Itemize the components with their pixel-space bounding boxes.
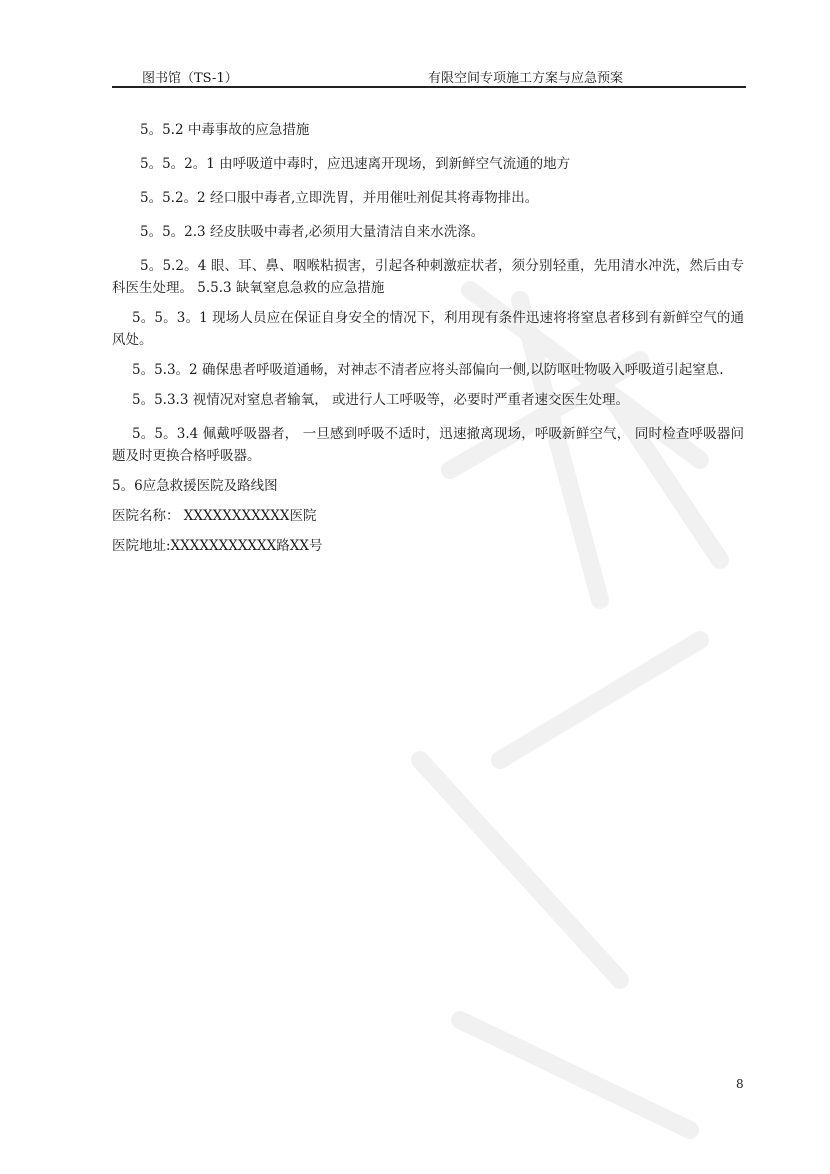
header-right-title: 有限空间专项施工方案与应急预案 [428,71,624,86]
paragraph: 5。5.3。2 确保患者呼吸道通畅，对神志不清者应将头部偏向一侧,以防呕吐物吸入呼吸道引起窒息. [132,362,724,378]
page-header [112,66,746,88]
paragraph: 5。5.2 中毒事故的应急措施 [140,122,310,138]
section-heading: 5。6应急救援医院及路线图 [112,478,278,494]
paragraph: 5。5。2.3 经皮肤吸中毒者,必须用大量清洁自来水洗涤。 [140,224,485,240]
paragraph: 5。5。3.4 佩戴呼吸器者， 一旦感到呼吸不适时，迅速撤离现场，呼吸新鲜空气， 同时检查呼吸器问题及时更换合格呼吸器。 [112,426,744,464]
header-left-title: 图书馆（TS-1） [142,71,238,86]
paragraph: 5。5.2。4 眼、耳、鼻、咽喉粘损害，引起各种刺激症状者，须分别轻重，先用清水冲洗，然后由专科医生处理。 5.5.3 缺氧窒息急救的应急措施 [112,258,744,296]
hospital-name: 医院名称： XXXXXXXXXXX医院 [112,508,317,524]
paragraph: 5。5。2。1 由呼吸道中毒时，应迅速离开现场，到新鲜空气流通的地方 [140,156,571,172]
paragraph: 5。5.3.3 视情况对窒息者输氧， 或进行人工呼吸等，必要时严重者速交医生处理。 [132,392,630,408]
document-body [112,119,744,569]
paragraph: 5。5。3。1 现场人员应在保证自身安全的情况下，利用现有条件迅速将将窒息者移到有新鲜空气的通风处。 [112,310,744,348]
paragraph: 5。5.2。2 经口服中毒者,立即洗胃，并用催吐剂促其将毒物排出。 [140,190,539,206]
page-number: 8 [736,1077,744,1091]
hospital-address: 医院地址:XXXXXXXXXXX路XX号 [112,538,323,554]
